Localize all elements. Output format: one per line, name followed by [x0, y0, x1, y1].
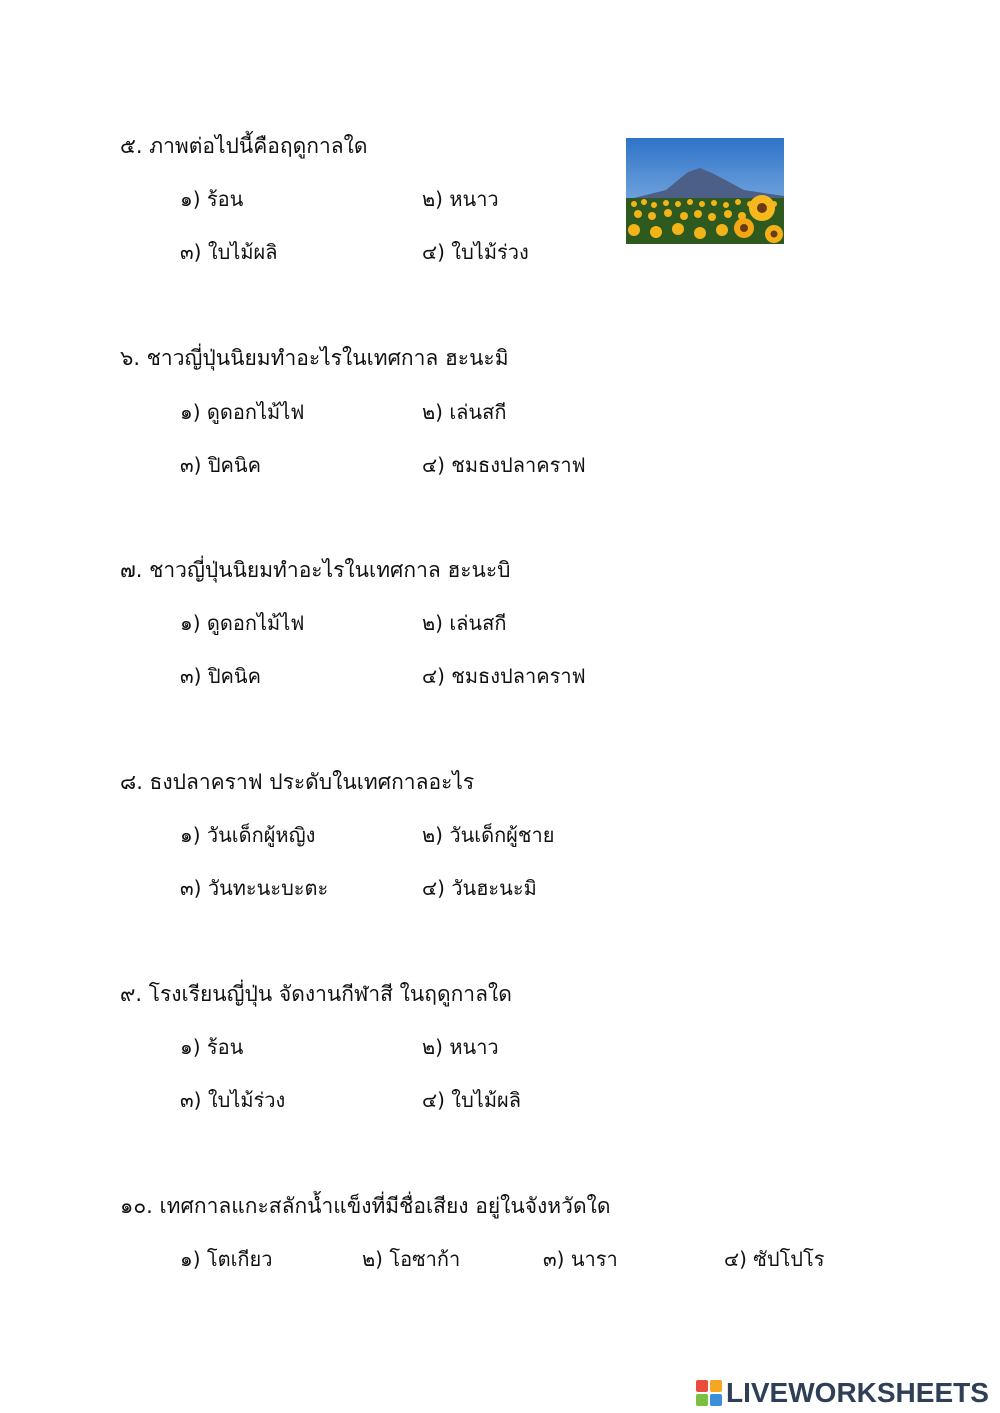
question-10-option-2[interactable]: ๒) โอซาก้า: [362, 1247, 461, 1271]
question-8-option-2[interactable]: ๒) วันเด็กผู้ชาย: [422, 823, 555, 847]
question-6-option-3[interactable]: ๓) ปิคนิค: [180, 453, 261, 477]
question-7: ๗. ชาวญี่ปุ่นนิยมทำอะไรในเทศกาล ฮะนะบิ: [120, 558, 511, 582]
question-9-option-3[interactable]: ๓) ใบไม้ร่วง: [180, 1088, 286, 1112]
question-10-option-1[interactable]: ๑) โตเกียว: [180, 1247, 273, 1271]
liveworksheets-logo-text: LIVEWORKSHEETS: [726, 1377, 989, 1408]
question-9-option-4[interactable]: ๔) ใบไม้ผลิ: [422, 1088, 521, 1112]
question-5-option-4[interactable]: ๔) ใบไม้ร่วง: [422, 240, 529, 264]
question-5: ๕. ภาพต่อไปนี้คือฤดูกาลใด: [120, 134, 368, 158]
question-9-option-2[interactable]: ๒) หนาว: [422, 1035, 499, 1059]
question-7-option-3[interactable]: ๓) ปิคนิค: [180, 664, 261, 688]
question-6-option-4[interactable]: ๔) ชมธงปลาคราฟ: [422, 453, 586, 477]
sunflower-field-photo: [626, 138, 784, 244]
question-9: ๙. โรงเรียนญี่ปุ่น จัดงานกีฬาสี ในฤดูกาลใด: [120, 982, 512, 1006]
question-7-option-4[interactable]: ๔) ชมธงปลาคราฟ: [422, 664, 586, 688]
question-8: ๘. ธงปลาคราฟ ประดับในเทศกาลอะไร: [120, 770, 475, 794]
question-6-option-2[interactable]: ๒) เล่นสกี: [422, 400, 507, 424]
liveworksheets-logo-icon: [696, 1380, 722, 1406]
question-8-option-1[interactable]: ๑) วันเด็กผู้หญิง: [180, 823, 316, 847]
question-7-option-2[interactable]: ๒) เล่นสกี: [422, 611, 507, 635]
question-5-option-3[interactable]: ๓) ใบไม้ผลิ: [180, 240, 278, 264]
question-5-option-2[interactable]: ๒) หนาว: [422, 187, 499, 211]
question-8-option-4[interactable]: ๔) วันฮะนะมิ: [422, 876, 537, 900]
question-5-option-1[interactable]: ๑) ร้อน: [180, 187, 244, 211]
question-10-option-3[interactable]: ๓) นารา: [543, 1247, 618, 1271]
question-8-option-3[interactable]: ๓) วันทะนะบะตะ: [180, 876, 329, 900]
question-10-option-4[interactable]: ๔) ซัปโปโร: [724, 1247, 825, 1271]
question-6-option-1[interactable]: ๑) ดูดอกไม้ไฟ: [180, 400, 305, 424]
question-6: ๖. ชาวญี่ปุ่นนิยมทำอะไรในเทศกาล ฮะนะมิ: [120, 346, 509, 370]
question-9-option-1[interactable]: ๑) ร้อน: [180, 1035, 244, 1059]
question-10: ๑๐. เทศกาลแกะสลักน้ำแข็งที่มีชื่อเสียง อยู่ในจังหวัดใด: [120, 1194, 611, 1218]
liveworksheets-logo: [696, 1377, 989, 1409]
question-7-option-1[interactable]: ๑) ดูดอกไม้ไฟ: [180, 611, 305, 635]
